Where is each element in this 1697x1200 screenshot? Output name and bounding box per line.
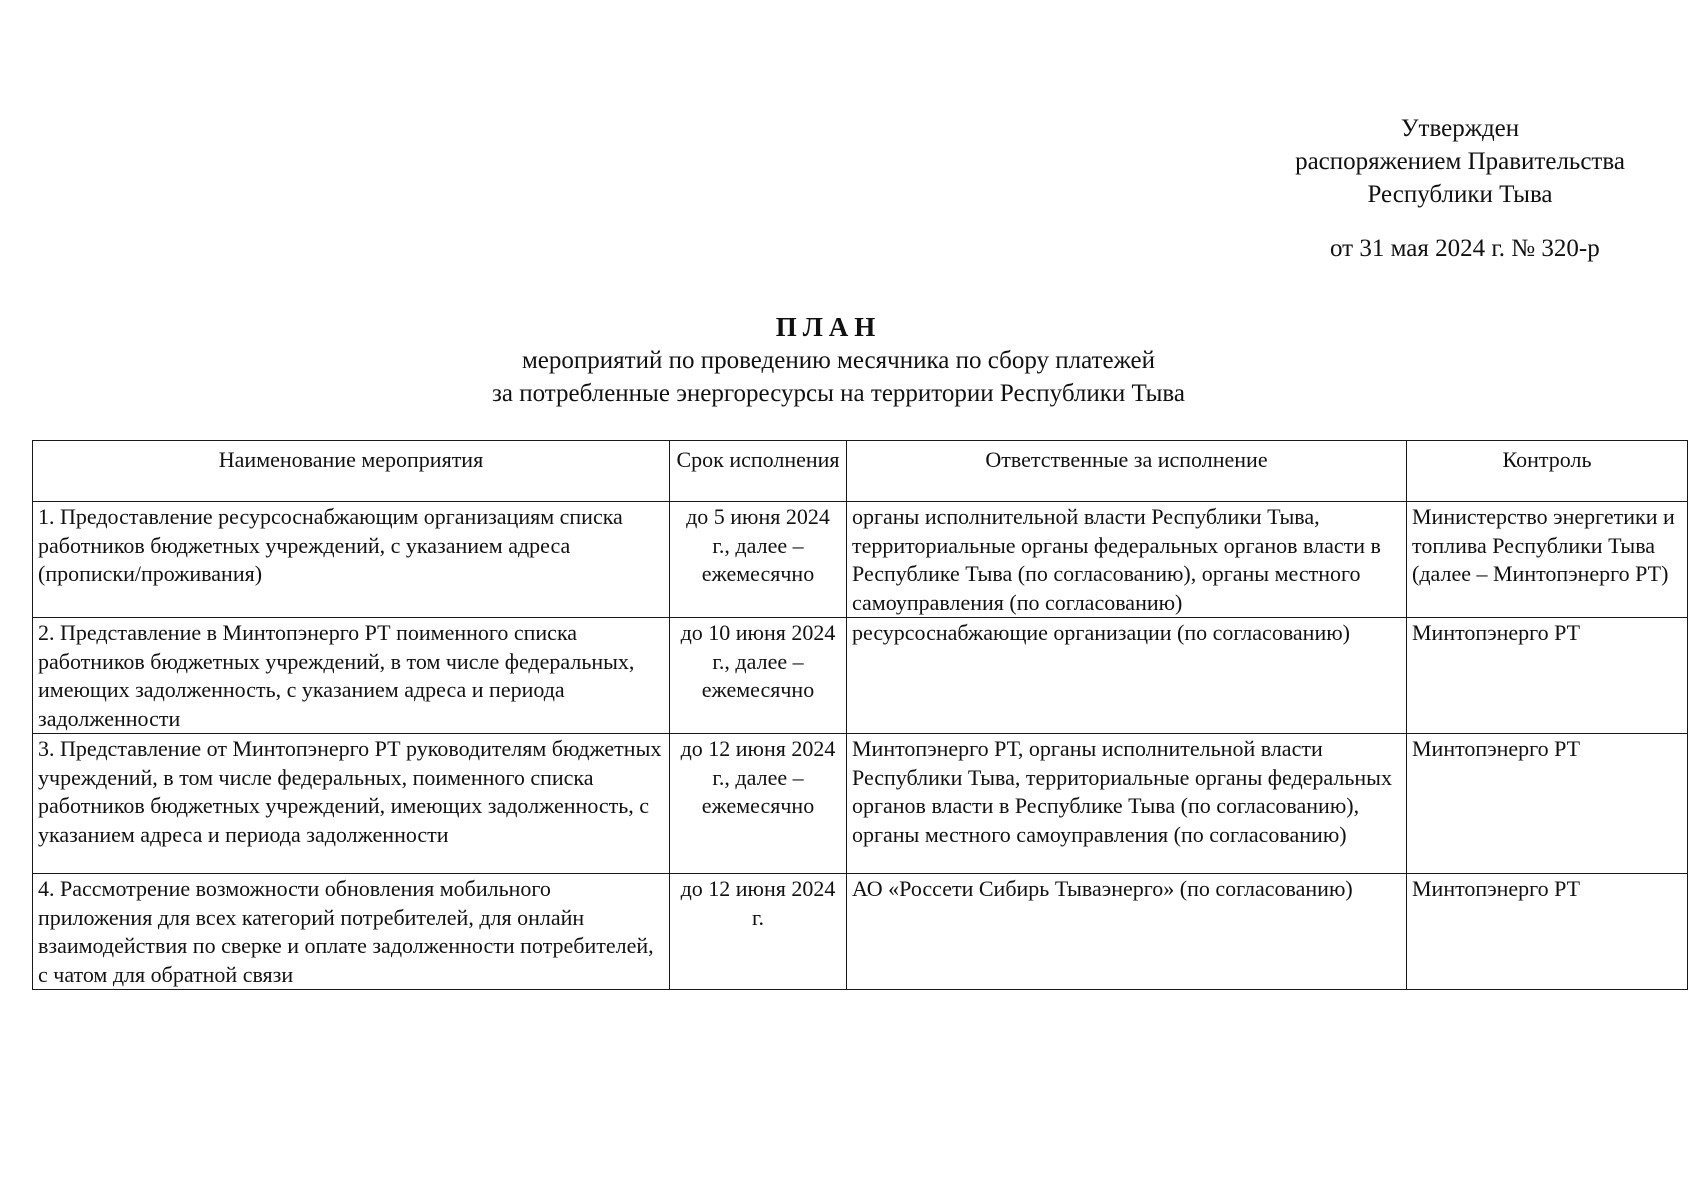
cell-name: 2. Представление в Минтопэнерго РТ поименного списка работников бюджетных учреждений, в том числе федеральных, имеющих задолженность, с указанием адреса и периода задолженности xyxy=(33,618,670,734)
cell-name: 1. Предоставление ресурсоснабжающим организациям списка работников бюджетных учреждений, с указанием адреса (прописки/проживания) xyxy=(33,502,670,618)
cell-responsible: Минтопэнерго РТ, органы исполнительной власти Республики Тыва, территориальные органы федеральных органов власти в Республике Тыва (по согласованию), органы местного самоуправления (по согласованию) xyxy=(847,734,1407,874)
plan-table xyxy=(32,440,1688,990)
header-control: Контроль xyxy=(1407,441,1688,502)
cell-deadline: до 12 июня 2024 г. xyxy=(670,874,847,990)
cell-deadline: до 12 июня 2024 г., далее – ежемесячно xyxy=(670,734,847,874)
document-subtitle-line: за потребленные энергоресурсы на территории Республики Тыва xyxy=(492,380,1185,407)
table-row xyxy=(33,502,1688,618)
cell-deadline: до 10 июня 2024 г., далее – ежемесячно xyxy=(670,618,847,734)
header-name: Наименование мероприятия xyxy=(33,441,670,502)
approval-date: от 31 мая 2024 г. № 320-р xyxy=(1330,235,1600,262)
approval-line: Республики Тыва xyxy=(1367,181,1553,208)
header-responsible: Ответственные за исполнение xyxy=(847,441,1407,502)
cell-deadline: до 5 июня 2024 г., далее – ежемесячно xyxy=(670,502,847,618)
cell-control: Министерство энергетики и топлива Республики Тыва (далее – Минтопэнерго РТ) xyxy=(1407,502,1688,618)
approval-line: Утвержден xyxy=(1400,115,1520,142)
cell-control: Минтопэнерго РТ xyxy=(1407,734,1688,874)
cell-name: 4. Рассмотрение возможности обновления мобильного приложения для всех категорий потребителей, для онлайн взаимодействия по сверке и оплате задолженности потребителей, с чатом для обратной связи xyxy=(33,874,670,990)
cell-control: Минтопэнерго РТ xyxy=(1407,874,1688,990)
cell-responsible: ресурсоснабжающие организации (по согласованию) xyxy=(847,618,1407,734)
title-block xyxy=(0,310,1697,410)
cell-responsible: органы исполнительной власти Республики Тыва, территориальные органы федеральных органов власти в Республике Тыва (по согласованию), органы местного самоуправления (по согласованию) xyxy=(847,502,1407,618)
header-deadline: Срок исполнения xyxy=(670,441,847,502)
cell-control: Минтопэнерго РТ xyxy=(1407,618,1688,734)
document-title: ПЛАН xyxy=(775,312,882,342)
table-row xyxy=(33,734,1688,874)
approval-stamp xyxy=(1265,112,1655,211)
table-row xyxy=(33,874,1688,990)
cell-name: 3. Представление от Минтопэнерго РТ руководителям бюджетных учреждений, в том числе федеральных, поименного списка работников бюджетных учреждений, имеющих задолженность, с указанием адреса и периода задолженности xyxy=(33,734,670,874)
document-subtitle-line: мероприятий по проведению месячника по сбору платежей xyxy=(521,347,1156,374)
approval-line: распоряжением Правительства xyxy=(1295,148,1625,175)
table-row xyxy=(33,618,1688,734)
table-header-row xyxy=(33,441,1688,502)
cell-responsible: АО «Россети Сибирь Тываэнерго» (по согласованию) xyxy=(847,874,1407,990)
